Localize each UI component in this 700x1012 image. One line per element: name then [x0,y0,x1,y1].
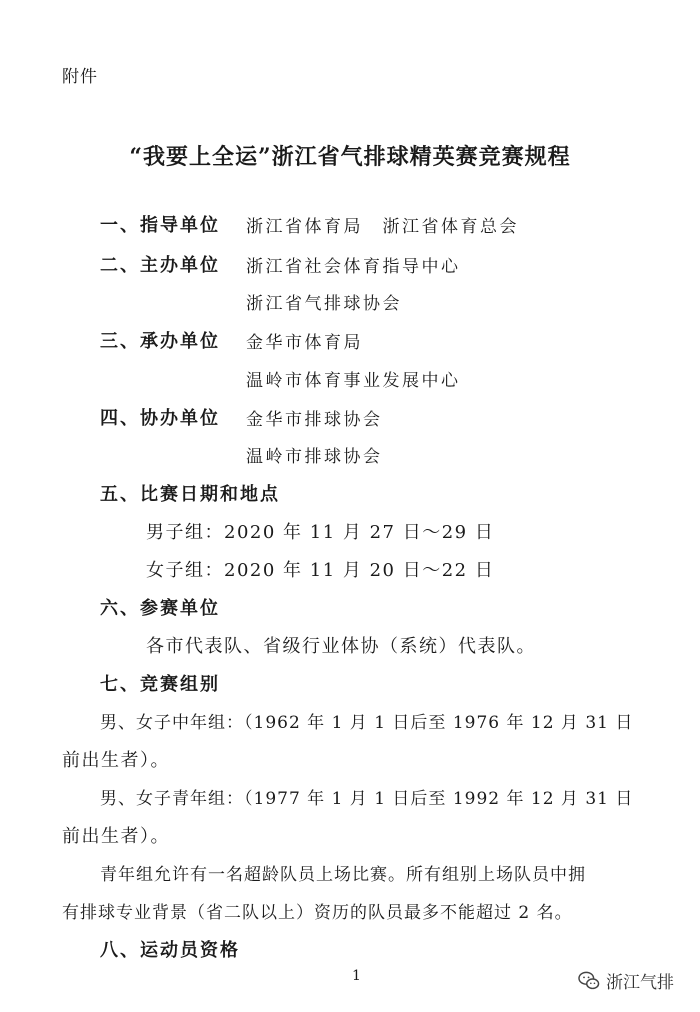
wechat-icon [578,971,600,991]
section-value: 浙江省气排球协会 [246,294,402,314]
page-number: 1 [352,968,361,984]
paragraph-line: 有排球专业背景（省二队以上）资历的队员最多不能超过 2 名。 [62,903,573,923]
section-heading-groups: 七、竞赛组别 [100,674,220,695]
section-heading-host-unit: 二、主办单位 [100,255,220,276]
paragraph-line: 各市代表队、省级行业体协（系统）代表队。 [146,636,536,657]
section-heading-eligibility: 八、运动员资格 [100,940,240,961]
document-title: “我要上全运”浙江省气排球精英赛竞赛规程 [129,144,571,170]
paragraph-line: 青年组允许有一名超龄队员上场比赛。所有组别上场队员中拥 [100,865,586,885]
section-heading-participants: 六、参赛单位 [100,598,220,619]
section-value: 温岭市体育事业发展中心 [246,371,461,391]
section-value: 浙江省体育局 浙江省体育总会 [246,217,519,237]
section-heading-co-organizer: 四、协办单位 [100,408,220,429]
section-value: 金华市排球协会 [246,410,383,430]
section-value: 浙江省社会体育指导中心 [246,257,461,277]
paragraph-line: 前出生者）。 [62,750,170,771]
paragraph-line: 前出生者）。 [62,826,170,847]
section-value: 金华市体育局 [246,333,363,353]
section-heading-date-location: 五、比赛日期和地点 [100,484,280,505]
paragraph-line: 男、女子青年组：（1977 年 1 月 1 日后至 1992 年 12 月 31 日 [100,789,634,809]
paragraph-line: 女子组：2020 年 11 月 20 日～22 日 [146,560,495,581]
section-heading-guiding-unit: 一、指导单位 [100,215,220,236]
paragraph-line: 男、女子中年组：（1962 年 1 月 1 日后至 1976 年 12 月 31 日 [100,713,634,733]
paragraph-line: 男子组：2020 年 11 月 27 日～29 日 [146,522,495,543]
section-heading-organizer: 三、承办单位 [100,331,220,352]
watermark [578,968,674,993]
annex-label: 附件 [62,67,98,87]
section-value: 温岭市排球协会 [246,447,383,467]
watermark-text: 浙江气排 [606,973,674,993]
